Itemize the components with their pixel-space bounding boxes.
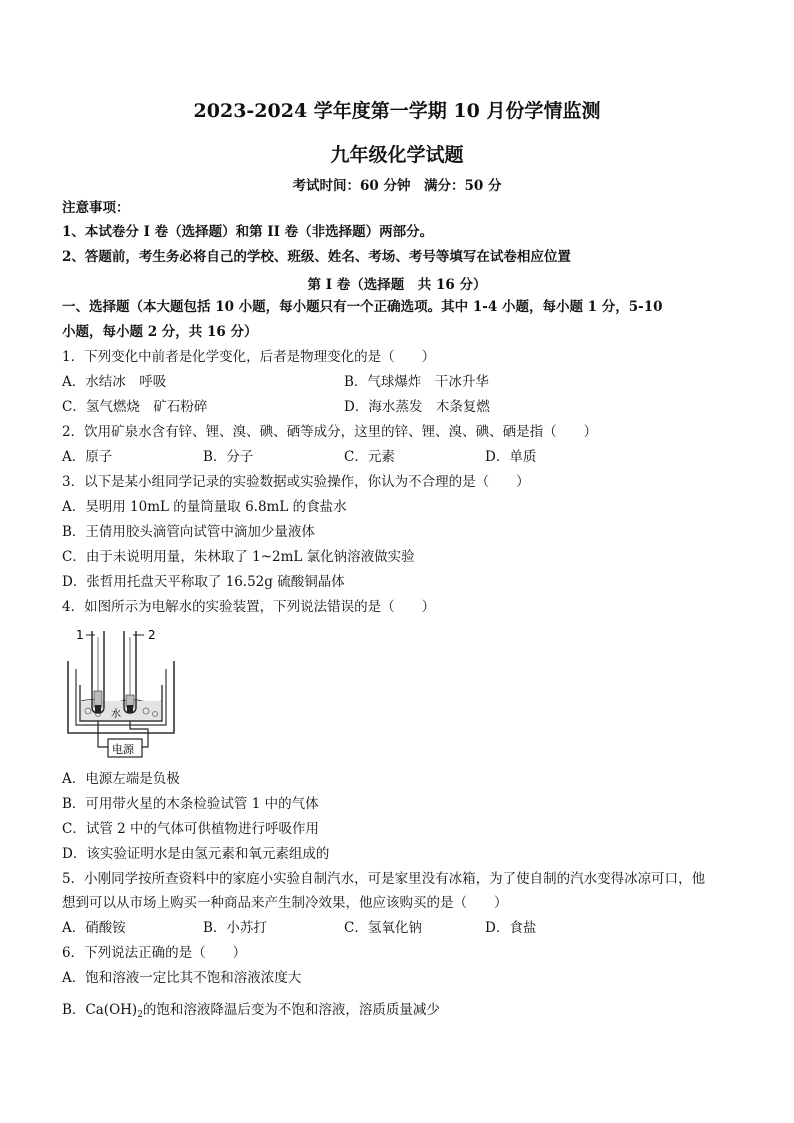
q3-stem: 3．以下是某小组同学记录的实验数据或实验操作，你认为不合理的是（ ） [62,474,530,490]
q5-option-b: B．小苏打 [203,920,267,936]
q6-option-b-subscript: 2 [137,1010,143,1020]
section-intro-line-2: 小题，每小题 2 分，共 16 分） [62,324,258,340]
q3-option-c: C．由于未说明用量，朱林取了 1~2mL 氯化钠溶液做实验 [62,549,415,565]
q5-option-a: A．硝酸铵 [62,920,126,936]
q6-option-b [62,1001,440,1024]
q2-stem: 2．饮用矿泉水含有锌、锂、溴、碘、硒等成分，这里的锌、锂、溴、碘、硒是指（ ） [62,424,598,440]
q3-option-b: B．王倩用胶头滴管向试管中滴加少量液体 [62,524,315,540]
q4-option-a: A．电源左端是负极 [62,771,180,787]
q6-stem: 6．下列说法正确的是（ ） [62,945,247,961]
q4-option-c: C．试管 2 中的气体可供植物进行呼吸作用 [62,821,320,837]
q5-stem-line-1: 5．小刚同学按所查资料中的家庭小实验自制汽水，可是家里没有冰箱，为了使自制的汽水变得冰凉可口，他 [62,871,706,887]
q3-option-d: D．张哲用托盘天平称取了 16.52g 硫酸铜晶体 [62,574,345,590]
notes-heading: 注意事项： [62,200,130,216]
q2-option-c: C．元素 [344,449,395,465]
q1-option-d: D．海水蒸发 木条复燃 [344,399,490,415]
q2-option-a: A．原子 [62,449,113,465]
q2-option-b: B．分子 [203,449,254,465]
q4-option-b: B．可用带火星的木条检验试管 1 中的气体 [62,796,319,812]
q6-option-b-prefix: B．Ca(OH) [62,1002,138,1018]
electrolysis-apparatus-figure [62,621,180,761]
figure-water-label: 水 [111,709,121,720]
notes-item-1: 1、本试卷分 I 卷（选择题）和第 II 卷（非选择题）两部分。 [62,224,434,240]
figure-power-label: 电源 [112,743,134,756]
exam-title: 2023-2024 学年度第一学期 10 月份学情监测 [193,100,601,122]
q5-option-d: D．食盐 [485,920,537,936]
q1-stem: 1．下列变化中前者是化学变化，后者是物理变化的是（ ） [62,349,436,365]
q4-stem: 4．如图所示为电解水的实验装置，下列说法错误的是（ ） [62,599,436,615]
figure-label-1: 1 [76,628,84,642]
q6-option-b-suffix: 的饱和溶液降温后变为不饱和溶液，溶质质量减少 [142,1002,440,1018]
section-intro-line-1: 一、选择题（本大题包括 10 小题，每小题只有一个正确选项。其中 1-4 小题，每小题 1 分，5-10 [62,299,663,315]
q3-option-a: A．昊明用 10mL 的量筒量取 6.8mL 的食盐水 [62,499,347,515]
q5-stem-line-2: 想到可以从市场上购买一种商品来产生制冷效果，他应该购买的是（ ） [62,895,508,911]
exam-info: 考试时间：60 分钟 满分：50 分 [292,178,502,194]
figure-label-2: 2 [148,628,156,642]
electrolysis-diagram [62,621,180,761]
notes-item-2: 2、答题前，考生务必将自己的学校、班级、姓名、考场、考号等填写在试卷相应位置 [62,249,571,265]
q1-option-c: C．氢气燃烧 矿石粉碎 [62,399,208,415]
q1-option-b: B．气球爆炸 干冰升华 [344,374,489,390]
exam-subtitle: 九年级化学试题 [330,144,464,166]
q6-option-a: A．饱和溶液一定比其不饱和溶液浓度大 [62,970,302,986]
q5-option-c: C．氢氧化钠 [344,920,422,936]
q2-option-d: D．单质 [485,449,537,465]
q4-option-d: D．该实验证明水是由氢元素和氧元素组成的 [62,846,330,862]
section-title: 第 I 卷（选择题 共 16 分） [307,277,487,293]
q1-option-a: A．水结冰 呼吸 [62,374,167,390]
